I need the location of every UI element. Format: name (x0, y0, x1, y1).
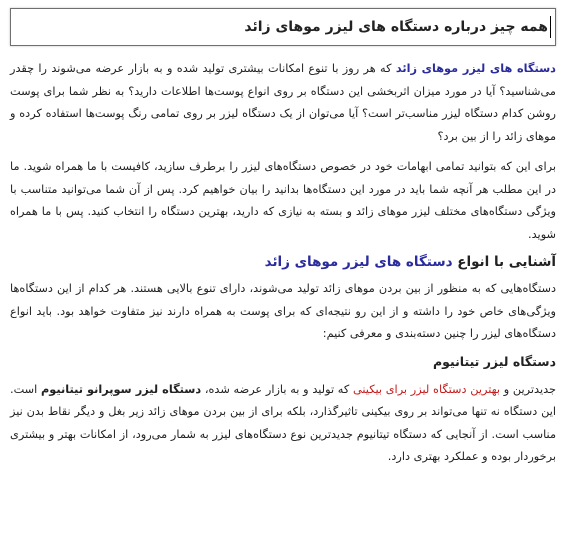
bikini-laser-link[interactable]: بهترین دستگاه لیزر برای بیکینی (352, 382, 500, 396)
titanium-text-1: جدیدترین و (500, 382, 556, 396)
intro-paragraph (10, 58, 556, 148)
section-heading (10, 254, 556, 270)
types-paragraph: دستگاه‌هایی که به منظور از بین بردن موهای زائد تولید می‌شوند، دارای تنوع بالایی هستند. هر کدام از این دستگاه‌ها ویژگی‌های خاص خود را داشته و از این رو نتیجه‌ای که برای پوست به همراه دارند نیز متفاوت خواهد بود. باید انواع دستگاه‌های لیزر را چنین دسته‌بندی و معرفی کنیم: (10, 282, 556, 340)
section-heading-prefix: آشنایی با انواع (452, 254, 556, 270)
text-cursor (550, 16, 551, 38)
intro-text: که هر روز با تنوع امکانات بیشتری تولید شده و به بازار عرضه می‌شوند را چقدر می‌شناسید؟ آیا در مورد میزان اثربخشی این دستگاه بر روی انواع پوست‌ها اطلاعات دارید؟ به نظر شما برای پوست روشن کدام دستگاه لیزر مناسب‌تر است؟ آیا می‌توان از یک دستگاه لیزر بر روی تمامی رنگ پوست‌ها استفاده کرده و موهای زائد را از بین برد؟ (10, 62, 556, 143)
titanium-paragraph (10, 379, 556, 469)
subsection-heading: دستگاه لیزر تیتانیوم (432, 353, 556, 369)
second-paragraph: برای این که بتوانید تمامی ابهامات خود در خصوص دستگاه‌های لیزر را برطرف سازید، کافیست با ما همراه شوید. ما در این مطلب هر آنچه شما باید در مورد این دستگاه‌ها بدانید را بیان خواهیم کرد. پس از آن شما می‌توانید متناسب با ویژگی دستگاه‌های مختلف لیزر موهای زائد و بسته به نیازی که دارید، بهترین دستگاه را انتخاب کنید. پس با ما همراه شوید. (10, 160, 556, 241)
titanium-text-3: است. این دستگاه نه تنها می‌تواند بر روی بیکینی تاثیرگذارد، بلکه برای از بین بردن موهای زائد زیر بغل و دیگر نقاط بدن نیز مناسب است. از آنجایی که دستگاه تیتانیوم جدیدترین نوع دستگاه‌های لیزر به شمار می‌رود، از امکانات بهتر و بیشتری برخوردار بوده و عملکرد بهتری دارد. (10, 382, 556, 463)
article-title: همه چیز درباره دستگاه های لیزر موهای زائد (244, 19, 548, 35)
section-heading-link[interactable]: دستگاه های لیزر موهای زائد (264, 254, 453, 270)
laser-devices-link[interactable]: دستگاه های لیزر موهای زائد (395, 62, 556, 75)
soprano-titanium-bold: دستگاه لیزر سوپرانو تیتانیوم (41, 382, 202, 396)
title-input-box[interactable] (10, 8, 556, 46)
titanium-text-2: که تولید و به بازار عرضه شده، (201, 382, 353, 396)
